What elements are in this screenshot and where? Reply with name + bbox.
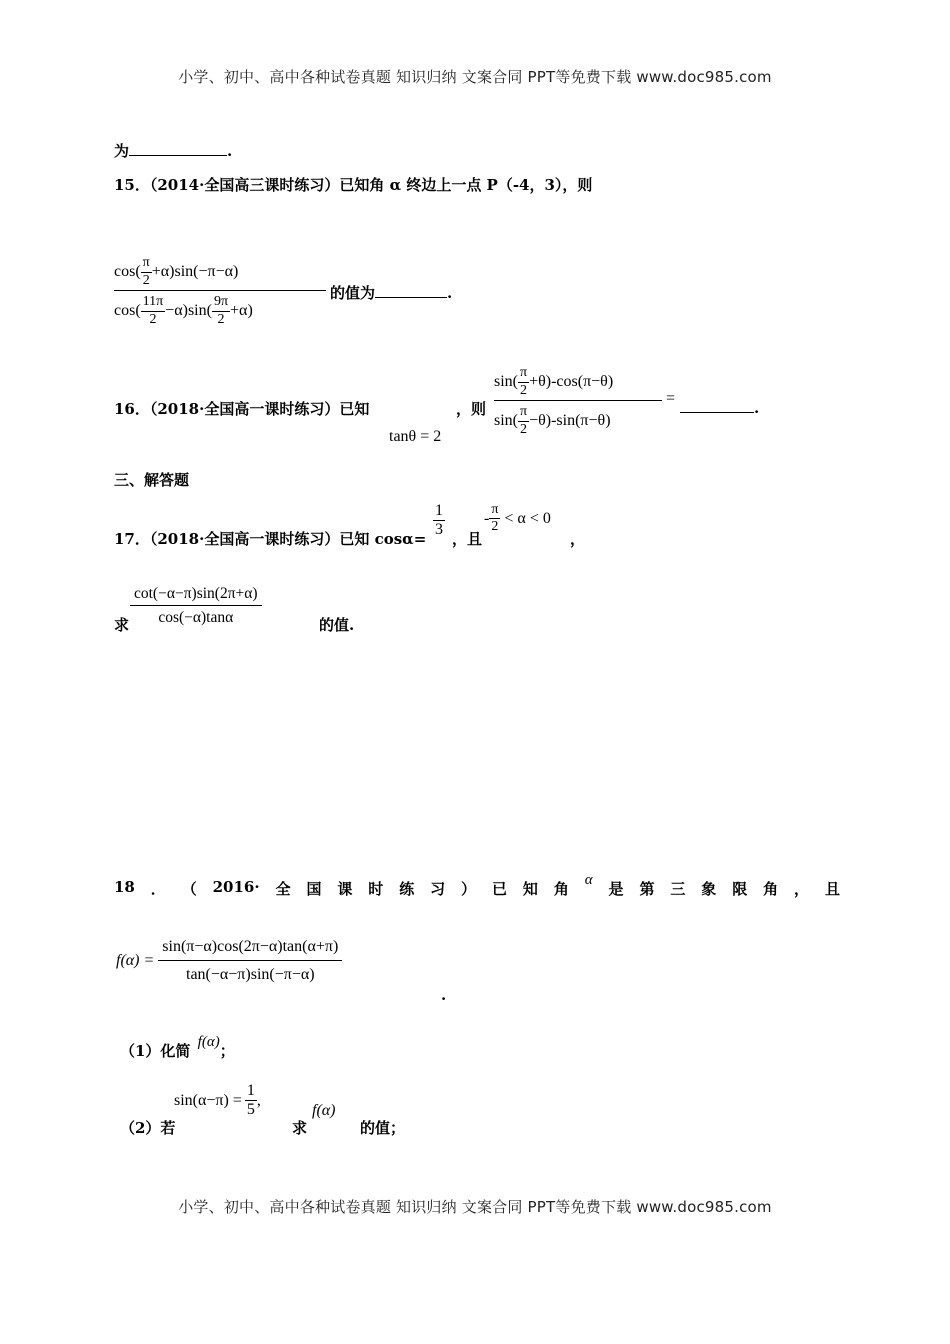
q18-part2-label: （2）若	[120, 1119, 176, 1137]
q16-then: ，则	[456, 400, 487, 418]
q15-denominator: cos( $\frac{11\pi}{2}$ −α)sin( $\frac{9\pi}{2}$ +α)	[114, 294, 253, 327]
q16-denominator: sin( $\frac{\pi}{2}$ −θ)-sin(π−θ)	[494, 404, 611, 437]
q15-tail: 的值为 .	[330, 284, 453, 302]
q17-and: ，且	[452, 530, 483, 548]
q14-tail	[114, 140, 232, 161]
q16-answer: .	[680, 398, 759, 417]
answer-blank[interactable]	[129, 141, 227, 156]
q16-prefix: 16．（2018·全国高一课时练习）已知	[114, 400, 370, 418]
q15-stem: 15．（2014·全国高三课时练习）已知角 α 终边上一点 P（-4，3），则	[114, 176, 593, 194]
q16-equals: =	[666, 390, 676, 407]
q14-end: .	[227, 142, 233, 160]
q18-end: .	[441, 986, 447, 1004]
q17-expression: $\frac{\cot(-\alpha-\pi)\sin(2\pi+\alpha)}{\cos(-\alpha)\tan\alpha}$	[130, 585, 262, 627]
q17-cos-value: $\frac{1}{3}$	[435, 502, 443, 539]
q18-part2-condition: sin(α−π) = $\frac{1}{5}$ ,	[174, 1082, 261, 1119]
q16-numerator: sin( $\frac{\pi}{2}$ +θ)-cos(π−θ)	[494, 365, 614, 398]
q17-prefix: 17．（2018·全国高一课时练习）已知 cosα=	[114, 530, 427, 548]
q17-range: - $\frac{\pi}{2}$ < α < 0	[484, 502, 551, 535]
q18-part2-f: f(α)	[312, 1102, 336, 1119]
q15-expression	[114, 254, 326, 331]
q17-comma: ，	[570, 530, 586, 548]
q18-stem: 18 ． （ 2016· 全 国 课 时 练 习 ） 已 知 角 α 是 第 三 象 限 角 ， 且	[114, 872, 840, 898]
q16-expression	[494, 364, 662, 441]
q18-part2-end: 的值；	[360, 1119, 406, 1137]
q17-tail: 的值.	[319, 616, 355, 634]
q17-ask: 求	[114, 616, 130, 634]
q18-part2-ask: 求	[292, 1119, 308, 1137]
page-header: 小学、初中、高中各种试卷真题 知识归纳 文案合同 PPT等免费下载 www.doc985.com	[178, 68, 772, 86]
q16-given: tanθ = 2	[389, 428, 442, 445]
answer-blank[interactable]	[680, 398, 754, 413]
answer-blank[interactable]	[375, 283, 447, 298]
section-heading: 三、解答题	[114, 471, 190, 489]
page-footer: 小学、初中、高中各种试卷真题 知识归纳 文案合同 PPT等免费下载 www.doc985.com	[178, 1198, 772, 1216]
q14-prefix: 为	[114, 142, 130, 160]
q15-numerator: cos( $\frac{\pi}{2}$ +α)sin(−π−α)	[114, 255, 239, 288]
q18-part1: （1）化简 f(α)；	[120, 1034, 235, 1060]
q18-function: f(α) = $\frac{\sin(\pi-\alpha)\cos(2\pi-\alpha)\tan(\alpha+\pi)}{\tan(-\alpha-\pi)\sin(-\pi-\alpha)}$	[116, 938, 342, 985]
